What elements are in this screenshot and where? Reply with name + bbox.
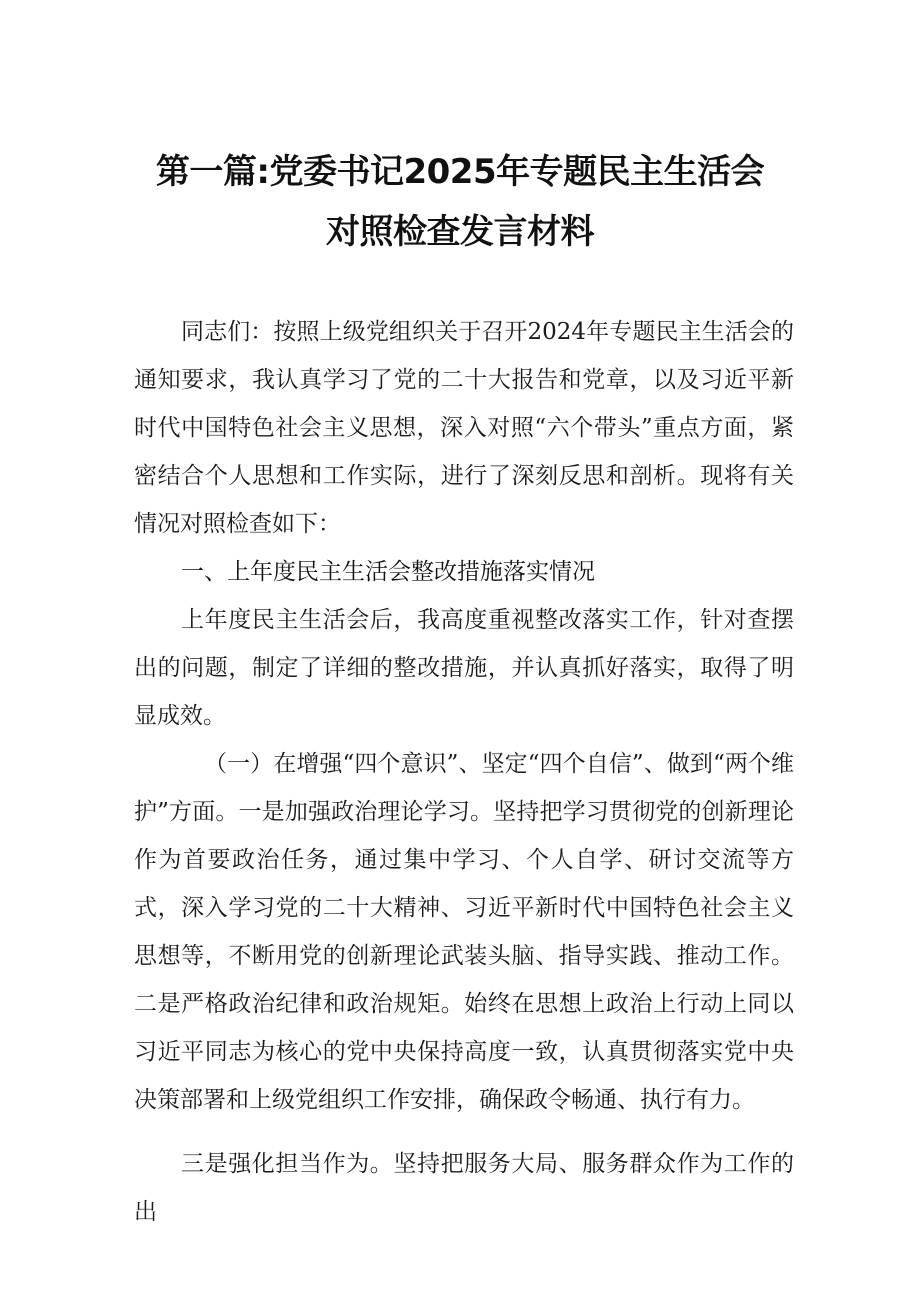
intro-paragraph: 同志们：按照上级党组织关于召开2024年专题民主生活会的通知要求，我认真学习了党的二十大报告和党章，以及习近平新时代中国特色社会主义思想，深入对照“六个带头”重点方面，紧密结合个人思想和工作实际，进行了深刻反思和剖析。现将有关情况对照检查如下： bbox=[134, 319, 794, 537]
section-heading-1: 一、上年度民主生活会整改措施落实情况 bbox=[181, 559, 595, 585]
document-title-line1: 第一篇:党委书记2025年专题民主生活会 bbox=[155, 152, 765, 192]
paragraph-political-awareness: （一）在增强“四个意识”、坚定“四个自信”、做到“两个维护”方面。一是加强政治理论学习。坚持把学习贯彻党的创新理论作为首要政治任务，通过集中学习、个人自学、研讨交流等方式，深入学习党的二十大精神、习近平新时代中国特色社会主义思想等，不断用党的创新理论武装头脑、指导实践、推动工作。二是严格政治纪律和政治规矩。始终在思想上政治上行动上同以习近平同志为核心的党中央保持高度一致，认真贯彻落实党中央决策部署和上级党组织工作安排，确保政令畅通、执行有力。 bbox=[134, 751, 794, 1113]
paragraph-responsibility: 三是强化担当作为。坚持把服务大局、服务群众作为工作的出 bbox=[134, 1151, 794, 1225]
document-title-line2: 对照检查发言材料 bbox=[326, 212, 594, 252]
paragraph-rectification-summary: 上年度民主生活会后，我高度重视整改落实工作，针对查摆出的问题，制定了详细的整改措施，并认真抓好落实，取得了明显成效。 bbox=[134, 607, 794, 729]
